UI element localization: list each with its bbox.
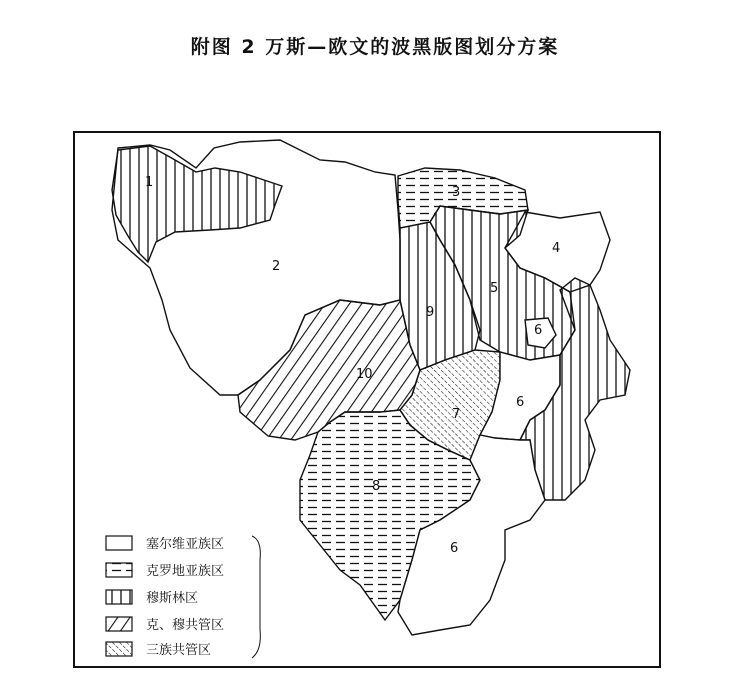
legend-swatch-muslim: [106, 590, 132, 604]
region-label-5: 5: [490, 281, 499, 296]
region-label-7: 7: [452, 407, 461, 422]
legend-label-croat-muslim: 克、穆共管区: [146, 618, 225, 633]
legend-swatch-serb: [106, 536, 132, 550]
legend-label-tri-shared: 三族共管区: [146, 643, 212, 658]
legend-bracket: [252, 536, 260, 658]
legend-label-muslim: 穆斯林区: [146, 591, 199, 606]
region-label-3: 3: [452, 185, 461, 200]
legend-swatch-croat-muslim: [106, 617, 132, 631]
legend-swatch-tri-shared: [106, 642, 132, 656]
legend-label-croat: 克罗地亚族区: [146, 564, 225, 579]
legend-swatch-croat: [106, 563, 132, 577]
region-label-6b: 6: [516, 395, 525, 410]
region-label-6c: 6: [450, 541, 459, 556]
region-label-1: 1: [145, 175, 154, 190]
map-title: 附图 2 万斯—欧文的波黑版图划分方案: [190, 36, 560, 58]
legend: [106, 536, 260, 658]
region-label-9: 9: [426, 305, 435, 320]
region-label-8: 8: [372, 479, 381, 494]
region-label-6a: 6: [534, 323, 543, 338]
region-label-4: 4: [552, 241, 561, 256]
region-label-2: 2: [272, 259, 281, 274]
legend-label-serb: 塞尔维亚族区: [146, 537, 225, 552]
region-label-10: 10: [356, 367, 373, 382]
